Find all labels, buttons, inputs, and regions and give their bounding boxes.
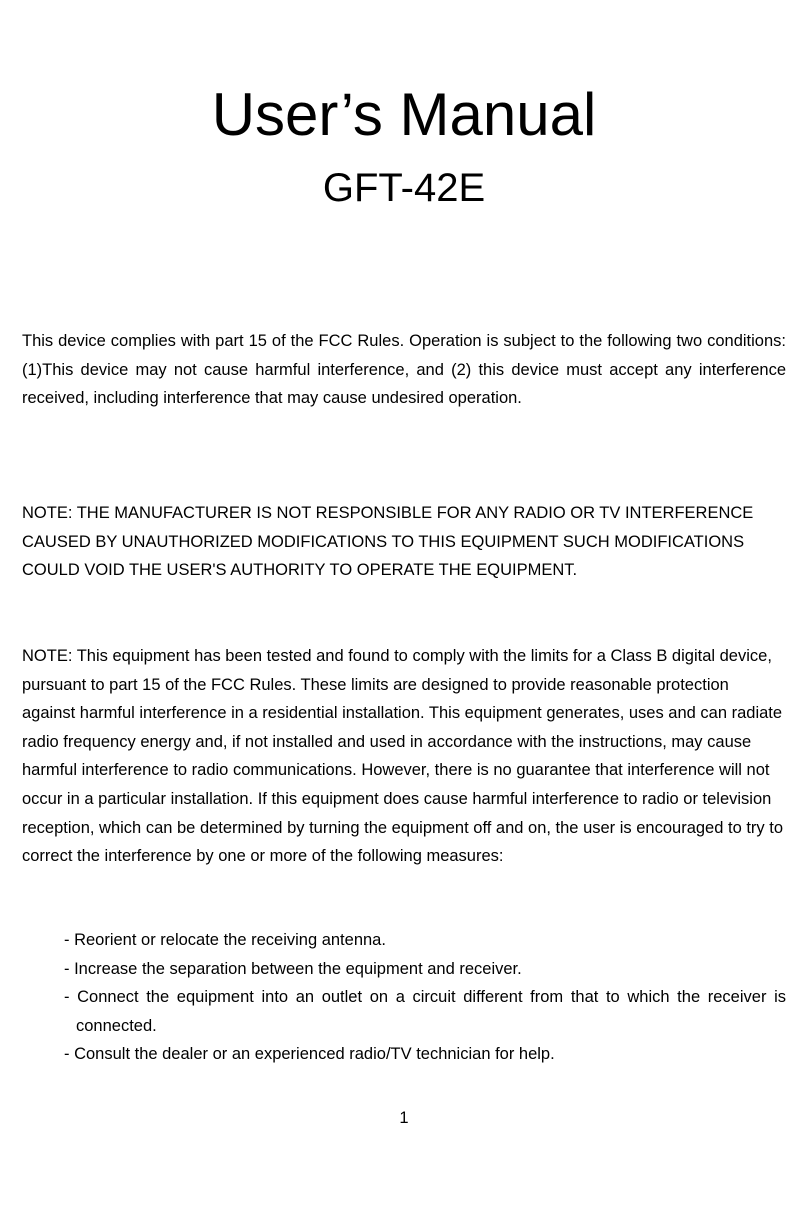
measures-list xyxy=(64,926,786,1069)
class-b-note: NOTE: This equipment has been tested and found to comply with the limits for a Class B digital device, pursuant to part 15 of the FCC Rules. These limits are designed to provide reasonable protection against harmful interference in a residential installation. This equipment generates, uses and can radiate radio frequency energy and, if not installed and used in accordance with the instructions, may cause harmful interference to radio communications. However, there is no guarantee that interference will not occur in a particular installation. If this equipment does cause harmful interference to radio or television reception, which can be determined by turning the equipment off and on, the user is encouraged to try to correct the interference by one or more of the following measures: xyxy=(22,647,784,866)
document-title: User’s Manual xyxy=(211,81,597,148)
manufacturer-note: NOTE: THE MANUFACTURER IS NOT RESPONSIBLE FOR ANY RADIO OR TV INTERFERENCE CAUSED BY UNAUTHORIZED MODIFICATIONS TO THIS EQUIPMENT SUCH MODIFICATIONS COULD VOID THE USER'S AUTHORITY TO OPERATE THE EQUIPMENT. xyxy=(22,504,754,580)
page-number: 1 xyxy=(399,1109,409,1127)
model-number: GFT-42E xyxy=(322,166,486,210)
list-item: - Increase the separation between the equipment and receiver. xyxy=(64,959,522,978)
fcc-compliance-statement: This device complies with part 15 of the FCC Rules. Operation is subject to the following two conditions: (1)This device may not cause harmful interference, and (2) this device must accept any interference received, including interference that may cause undesired operation. xyxy=(22,332,786,408)
list-item: - Reorient or relocate the receiving antenna. xyxy=(64,931,386,949)
list-item: - Connect the equipment into an outlet on a circuit different from that to which the receiver is connected. xyxy=(64,988,786,1035)
list-item: - Consult the dealer or an experienced radio/TV technician for help. xyxy=(64,1045,555,1064)
